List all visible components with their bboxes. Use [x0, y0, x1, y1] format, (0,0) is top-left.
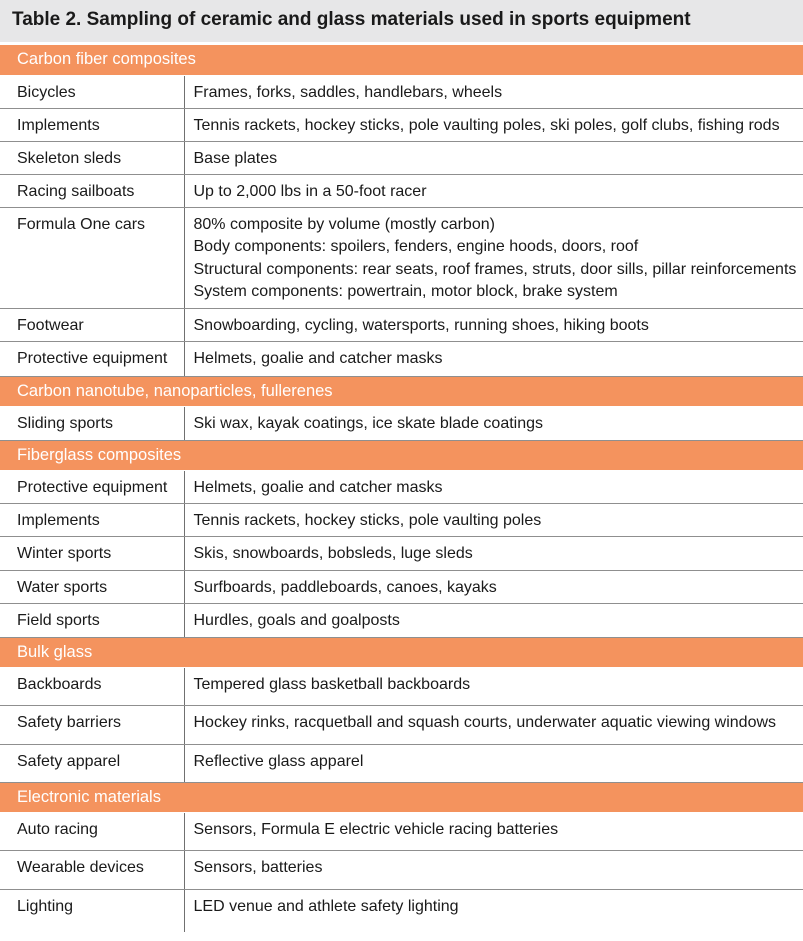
- use-cell: Wearable devices: [0, 850, 184, 889]
- application-line: Ski wax, kayak coatings, ice skate blade coatings: [193, 414, 544, 432]
- group-header: [0, 782, 803, 812]
- application-line: Structural components: rear seats, roof frames, struts, door sills, pillar reinforcements: [193, 260, 797, 278]
- use-cell: Backboards: [0, 667, 184, 705]
- use-cell: Implements: [0, 108, 184, 141]
- table-body: [0, 45, 803, 932]
- group-header: [0, 637, 803, 667]
- application-cell: [184, 207, 803, 308]
- table-row: [0, 812, 803, 850]
- application-cell: [184, 341, 803, 376]
- group-header: [0, 376, 803, 406]
- table-row: [0, 850, 803, 889]
- application-line: Body components: spoilers, fenders, engine hoods, doors, roof: [193, 238, 639, 255]
- application-cell: [184, 470, 803, 503]
- application-line: Helmets, goalie and catcher masks: [193, 349, 443, 367]
- use-cell: Protective equipment: [0, 470, 184, 503]
- table-row: [0, 536, 803, 570]
- use-cell: Skeleton sleds: [0, 141, 184, 174]
- application-line: Sensors, batteries: [193, 858, 323, 876]
- application-line: Helmets, goalie and catcher masks: [193, 478, 443, 496]
- application-cell: [184, 174, 803, 207]
- use-cell: Footwear: [0, 308, 184, 341]
- application-line: Tempered glass basketball backboards: [193, 675, 471, 693]
- application-cell: [184, 603, 803, 637]
- application-line: LED venue and athlete safety lighting: [193, 897, 459, 915]
- table-row: [0, 503, 803, 536]
- table-row: [0, 705, 803, 744]
- use-cell: Winter sports: [0, 536, 184, 570]
- use-cell: Bicycles: [0, 75, 184, 108]
- group-header-label: Electronic materials: [0, 782, 803, 812]
- application-cell: [184, 75, 803, 108]
- materials-table: [0, 45, 803, 932]
- application-line: Snowboarding, cycling, watersports, running shoes, hiking boots: [193, 316, 649, 334]
- application-cell: [184, 570, 803, 603]
- group-header-label: Bulk glass: [0, 637, 803, 667]
- table-row: [0, 570, 803, 603]
- table-row: [0, 341, 803, 376]
- application-cell: [184, 889, 803, 932]
- application-line: Hockey rinks, racquetball and squash courts, underwater aquatic viewing windows: [193, 713, 777, 731]
- use-cell: Field sports: [0, 603, 184, 637]
- application-line: 80% composite by volume (mostly carbon): [193, 215, 495, 233]
- application-cell: [184, 141, 803, 174]
- use-cell: Water sports: [0, 570, 184, 603]
- table-row: [0, 744, 803, 782]
- application-line: Sensors, Formula E electric vehicle racing batteries: [193, 820, 559, 838]
- application-cell: [184, 108, 803, 141]
- table-row: [0, 603, 803, 637]
- use-cell: Formula One cars: [0, 207, 184, 308]
- application-cell: [184, 503, 803, 536]
- table-row: [0, 75, 803, 108]
- table-row: [0, 207, 803, 308]
- application-cell: [184, 308, 803, 341]
- table-row: [0, 889, 803, 932]
- group-header-label: Carbon nanotube, nanoparticles, fullerenes: [0, 376, 803, 406]
- table-row: [0, 141, 803, 174]
- application-line: Reflective glass apparel: [193, 752, 364, 770]
- application-line: Tennis rackets, hockey sticks, pole vaulting poles, ski poles, golf clubs, fishing rods: [193, 116, 780, 134]
- use-cell: Safety barriers: [0, 705, 184, 744]
- table-row: [0, 108, 803, 141]
- use-cell: Sliding sports: [0, 406, 184, 440]
- application-line: System components: powertrain, motor block, brake system: [193, 283, 618, 300]
- group-header: [0, 45, 803, 75]
- group-header-label: Carbon fiber composites: [0, 45, 803, 75]
- table-row: [0, 308, 803, 341]
- use-cell: Implements: [0, 503, 184, 536]
- application-line: Base plates: [193, 149, 278, 167]
- application-line: Surfboards, paddleboards, canoes, kayaks: [193, 578, 497, 596]
- application-line: Tennis rackets, hockey sticks, pole vaulting poles: [193, 511, 542, 529]
- application-cell: [184, 850, 803, 889]
- table-title: Table 2. Sampling of ceramic and glass materials used in sports equipment: [0, 0, 803, 42]
- application-line: Up to 2,000 lbs in a 50-foot racer: [193, 182, 427, 200]
- use-cell: Lighting: [0, 889, 184, 932]
- table-row: [0, 174, 803, 207]
- table-row: [0, 667, 803, 705]
- use-cell: Racing sailboats: [0, 174, 184, 207]
- table-row: [0, 406, 803, 440]
- application-cell: [184, 406, 803, 440]
- application-line: Skis, snowboards, bobsleds, luge sleds: [193, 544, 473, 562]
- application-cell: [184, 667, 803, 705]
- use-cell: Safety apparel: [0, 744, 184, 782]
- application-line: Hurdles, goals and goalposts: [193, 611, 400, 629]
- application-line: Frames, forks, saddles, handlebars, wheels: [193, 83, 503, 101]
- application-cell: [184, 536, 803, 570]
- group-header: [0, 440, 803, 470]
- application-cell: [184, 744, 803, 782]
- use-cell: Protective equipment: [0, 341, 184, 376]
- application-cell: [184, 705, 803, 744]
- application-cell: [184, 812, 803, 850]
- table-row: [0, 470, 803, 503]
- group-header-label: Fiberglass composites: [0, 440, 803, 470]
- use-cell: Auto racing: [0, 812, 184, 850]
